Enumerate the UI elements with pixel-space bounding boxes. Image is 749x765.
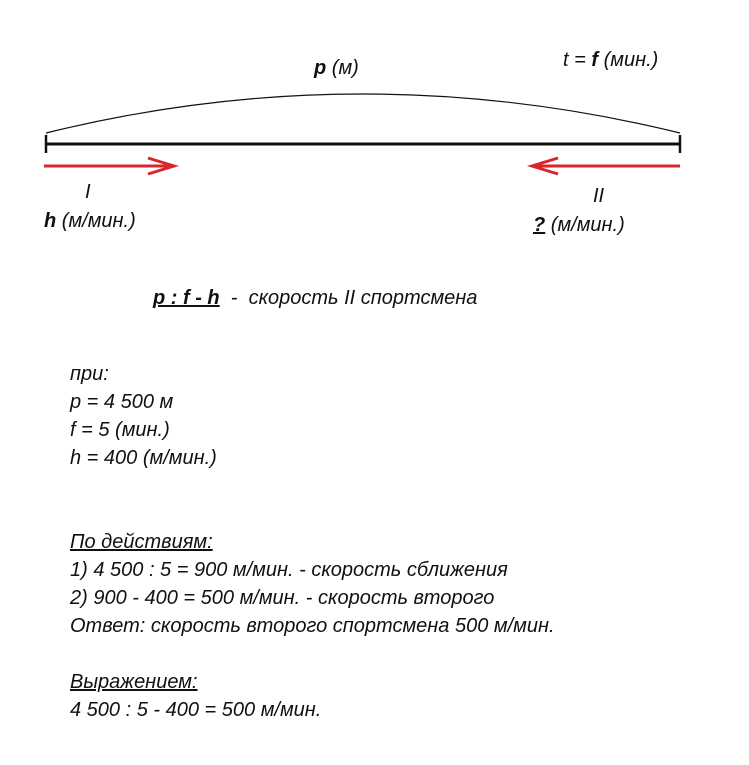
- solution-step-1: 1) 4 500 : 5 = 900 м/мин. - скорость сближения: [70, 559, 508, 581]
- athlete1-speed-var: h: [44, 210, 57, 232]
- formula-dash: -: [230, 287, 238, 309]
- solution-answer: Ответ: скорость второго спортсмена 500 м/мин.: [70, 615, 555, 637]
- given-line-1: p = 4 500 м: [70, 391, 174, 413]
- distance-unit: (м): [331, 57, 359, 79]
- arrow-right-icon: [44, 158, 174, 174]
- distance-arc: [46, 94, 680, 133]
- formula-expression: p : f - h: [153, 287, 220, 309]
- distance-var: p: [314, 57, 327, 79]
- given-header: при:: [70, 363, 109, 385]
- time-var: f: [591, 49, 599, 71]
- expression-header: Выражением:: [70, 671, 198, 693]
- time-prefix: t =: [563, 49, 586, 71]
- formula-description: скорость II спортсмена: [248, 287, 478, 309]
- solution-step-2: 2) 900 - 400 = 500 м/мин. - скорость второго: [70, 587, 495, 609]
- arrow-left-icon: [532, 158, 680, 174]
- given-line-2: f = 5 (мин.): [70, 419, 170, 441]
- time-label: [563, 48, 658, 72]
- formula-line: [153, 286, 477, 310]
- time-unit: (мин.): [603, 49, 659, 71]
- solution-header: По действиям:: [70, 531, 213, 553]
- given-line-3: h = 400 (м/мин.): [70, 447, 217, 469]
- athlete2-speed: [533, 213, 625, 237]
- athlete1-label: I: [85, 181, 91, 203]
- athlete2-label: II: [593, 185, 605, 207]
- athlete2-speed-var: ?: [533, 214, 546, 236]
- distance-label: [314, 56, 359, 80]
- expression-line: 4 500 : 5 - 400 = 500 м/мин.: [70, 699, 322, 721]
- athlete2-speed-unit: (м/мин.): [550, 214, 625, 236]
- athlete1-speed: [44, 209, 136, 233]
- athlete1-speed-unit: (м/мин.): [61, 210, 136, 232]
